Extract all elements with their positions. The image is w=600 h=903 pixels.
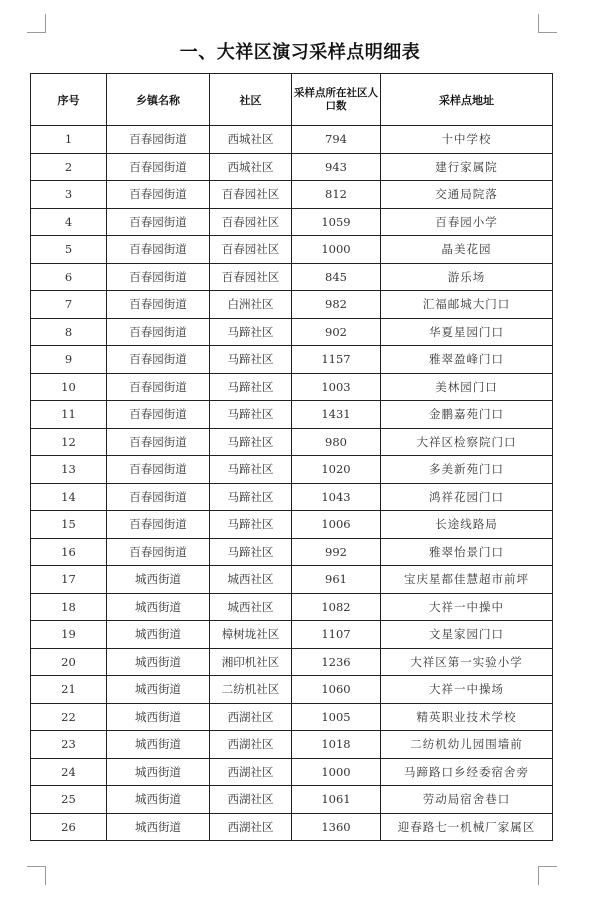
table-body	[31, 126, 553, 841]
cell-population: 1060	[292, 676, 381, 704]
cell-index: 8	[31, 318, 107, 346]
crop-mark-bottom-left	[27, 866, 46, 885]
cell-address: 文星家园门口	[381, 621, 553, 649]
table-row	[31, 483, 553, 511]
cell-population: 980	[292, 428, 381, 456]
cell-index: 14	[31, 483, 107, 511]
cell-index: 4	[31, 208, 107, 236]
cell-town: 城西街道	[107, 758, 210, 786]
cell-population: 1107	[292, 621, 381, 649]
header-index: 序号	[31, 74, 107, 126]
cell-population: 1236	[292, 648, 381, 676]
cell-address: 交通局院落	[381, 181, 553, 209]
cell-population: 1043	[292, 483, 381, 511]
cell-community: 马蹄社区	[210, 318, 292, 346]
table-row	[31, 291, 553, 319]
cell-community: 百春园社区	[210, 181, 292, 209]
cell-index: 17	[31, 566, 107, 594]
cell-address: 美林园门口	[381, 373, 553, 401]
cell-town: 百春园街道	[107, 538, 210, 566]
cell-index: 16	[31, 538, 107, 566]
cell-address: 精英职业技术学校	[381, 703, 553, 731]
table-row	[31, 621, 553, 649]
cell-index: 9	[31, 346, 107, 374]
cell-index: 12	[31, 428, 107, 456]
table-row	[31, 538, 553, 566]
cell-community: 湘印机社区	[210, 648, 292, 676]
table-row	[31, 511, 553, 539]
table-row	[31, 731, 553, 759]
cell-town: 百春园街道	[107, 236, 210, 264]
cell-index: 10	[31, 373, 107, 401]
cell-town: 百春园街道	[107, 208, 210, 236]
table-row	[31, 786, 553, 814]
table-row	[31, 758, 553, 786]
cell-community: 白洲社区	[210, 291, 292, 319]
cell-population: 1061	[292, 786, 381, 814]
cell-address: 劳动局宿舍巷口	[381, 786, 553, 814]
cell-town: 百春园街道	[107, 373, 210, 401]
cell-address: 汇福邮城大门口	[381, 291, 553, 319]
cell-town: 城西街道	[107, 593, 210, 621]
table-row	[31, 648, 553, 676]
cell-population: 1003	[292, 373, 381, 401]
cell-town: 百春园街道	[107, 483, 210, 511]
cell-index: 3	[31, 181, 107, 209]
cell-town: 城西街道	[107, 813, 210, 841]
cell-index: 19	[31, 621, 107, 649]
cell-town: 城西街道	[107, 676, 210, 704]
cell-population: 845	[292, 263, 381, 291]
table-row	[31, 703, 553, 731]
cell-address: 大祥区检察院门口	[381, 428, 553, 456]
table-row	[31, 373, 553, 401]
cell-community: 城西社区	[210, 566, 292, 594]
cell-town: 城西街道	[107, 786, 210, 814]
cell-index: 23	[31, 731, 107, 759]
cell-community: 马蹄社区	[210, 483, 292, 511]
cell-town: 百春园街道	[107, 346, 210, 374]
cell-community: 马蹄社区	[210, 401, 292, 429]
cell-address: 大祥一中操中	[381, 593, 553, 621]
header-town: 乡镇名称	[107, 74, 210, 126]
cell-index: 7	[31, 291, 107, 319]
cell-index: 6	[31, 263, 107, 291]
cell-town: 城西街道	[107, 731, 210, 759]
cell-town: 城西街道	[107, 703, 210, 731]
cell-community: 百春园社区	[210, 236, 292, 264]
cell-community: 百春园社区	[210, 263, 292, 291]
cell-population: 1431	[292, 401, 381, 429]
cell-population: 961	[292, 566, 381, 594]
cell-index: 5	[31, 236, 107, 264]
table-row	[31, 566, 553, 594]
cell-community: 西湖社区	[210, 813, 292, 841]
cell-town: 城西街道	[107, 566, 210, 594]
cell-index: 1	[31, 126, 107, 154]
cell-community: 西湖社区	[210, 731, 292, 759]
table-row	[31, 676, 553, 704]
crop-mark-top-left	[27, 14, 46, 33]
cell-address: 百春园小学	[381, 208, 553, 236]
cell-index: 11	[31, 401, 107, 429]
cell-town: 百春园街道	[107, 401, 210, 429]
cell-population: 1018	[292, 731, 381, 759]
cell-population: 1000	[292, 236, 381, 264]
cell-address: 游乐场	[381, 263, 553, 291]
cell-community: 西城社区	[210, 126, 292, 154]
table-row	[31, 813, 553, 841]
table-row	[31, 236, 553, 264]
cell-address: 迎春路七一机械厂家属区	[381, 813, 553, 841]
cell-population: 1360	[292, 813, 381, 841]
cell-address: 大祥区第一实验小学	[381, 648, 553, 676]
cell-population: 1005	[292, 703, 381, 731]
cell-community: 西湖社区	[210, 703, 292, 731]
cell-community: 樟树垅社区	[210, 621, 292, 649]
table-row	[31, 153, 553, 181]
cell-population: 812	[292, 181, 381, 209]
cell-population: 902	[292, 318, 381, 346]
cell-community: 西城社区	[210, 153, 292, 181]
cell-address: 大祥一中操场	[381, 676, 553, 704]
crop-mark-bottom-right	[538, 866, 557, 885]
cell-town: 百春园街道	[107, 318, 210, 346]
table-row	[31, 593, 553, 621]
header-community: 社区	[210, 74, 292, 126]
cell-index: 25	[31, 786, 107, 814]
cell-address: 晶美花园	[381, 236, 553, 264]
cell-address: 宝庆星都佳慧超市前坪	[381, 566, 553, 594]
cell-community: 马蹄社区	[210, 511, 292, 539]
cell-population: 1082	[292, 593, 381, 621]
cell-population: 1059	[292, 208, 381, 236]
cell-address: 雅翠盈峰门口	[381, 346, 553, 374]
cell-town: 百春园街道	[107, 153, 210, 181]
cell-population: 943	[292, 153, 381, 181]
cell-community: 马蹄社区	[210, 373, 292, 401]
cell-community: 二纺机社区	[210, 676, 292, 704]
cell-index: 21	[31, 676, 107, 704]
cell-index: 24	[31, 758, 107, 786]
cell-population: 1006	[292, 511, 381, 539]
cell-population: 992	[292, 538, 381, 566]
cell-population: 794	[292, 126, 381, 154]
cell-address: 十中学校	[381, 126, 553, 154]
table-row	[31, 456, 553, 484]
cell-address: 多美新苑门口	[381, 456, 553, 484]
cell-index: 18	[31, 593, 107, 621]
cell-address: 金鹏嘉苑门口	[381, 401, 553, 429]
table-row	[31, 428, 553, 456]
header-population: 采样点所在社区人口数	[292, 74, 381, 126]
table-row	[31, 346, 553, 374]
cell-town: 百春园街道	[107, 126, 210, 154]
cell-community: 城西社区	[210, 593, 292, 621]
cell-community: 马蹄社区	[210, 538, 292, 566]
cell-address: 马蹄路口乡经委宿舍旁	[381, 758, 553, 786]
cell-index: 26	[31, 813, 107, 841]
cell-index: 20	[31, 648, 107, 676]
cell-index: 2	[31, 153, 107, 181]
cell-town: 百春园街道	[107, 181, 210, 209]
cell-address: 建行家属院	[381, 153, 553, 181]
cell-community: 马蹄社区	[210, 346, 292, 374]
cell-community: 西湖社区	[210, 758, 292, 786]
cell-index: 13	[31, 456, 107, 484]
cell-town: 百春园街道	[107, 428, 210, 456]
cell-address: 二纺机幼儿园围墙前	[381, 731, 553, 759]
cell-town: 百春园街道	[107, 511, 210, 539]
cell-community: 马蹄社区	[210, 428, 292, 456]
table-row	[31, 318, 553, 346]
cell-population: 982	[292, 291, 381, 319]
table-header-row	[31, 74, 553, 126]
cell-community: 马蹄社区	[210, 456, 292, 484]
cell-index: 22	[31, 703, 107, 731]
cell-address: 华夏星园门口	[381, 318, 553, 346]
table-row	[31, 208, 553, 236]
table-row	[31, 181, 553, 209]
cell-town: 百春园街道	[107, 291, 210, 319]
cell-address: 雅翠怡景门口	[381, 538, 553, 566]
cell-community: 西湖社区	[210, 786, 292, 814]
table-row	[31, 401, 553, 429]
cell-population: 1000	[292, 758, 381, 786]
cell-population: 1020	[292, 456, 381, 484]
cell-index: 15	[31, 511, 107, 539]
cell-town: 百春园街道	[107, 263, 210, 291]
cell-town: 城西街道	[107, 621, 210, 649]
cell-community: 百春园社区	[210, 208, 292, 236]
sampling-points-table	[30, 73, 553, 841]
cell-address: 鸿祥花园门口	[381, 483, 553, 511]
cell-population: 1157	[292, 346, 381, 374]
cell-address: 长途线路局	[381, 511, 553, 539]
table-row	[31, 263, 553, 291]
table-row	[31, 126, 553, 154]
crop-mark-top-right	[538, 14, 557, 33]
page-title: 一、大祥区演习采样点明细表	[179, 42, 421, 63]
cell-town: 城西街道	[107, 648, 210, 676]
cell-town: 百春园街道	[107, 456, 210, 484]
header-address: 采样点地址	[381, 74, 553, 126]
